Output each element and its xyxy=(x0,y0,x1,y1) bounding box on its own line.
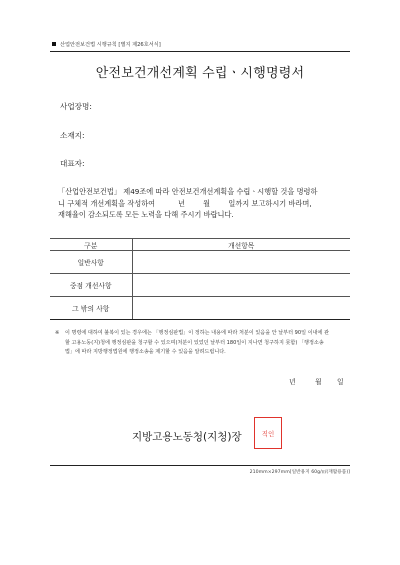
representative-label: 대표자: xyxy=(60,159,85,168)
official-seal-box xyxy=(254,417,282,449)
improvement-items-table xyxy=(50,238,350,320)
order-body-line: 니 구체적 개선계획을 작성하여 년 월 일까지 보고하시기 바라며, xyxy=(58,198,312,208)
location-label: 소재지: xyxy=(60,131,85,140)
form-reference-text: 산업안전보건법 시행규칙 [별지 제26호서식] xyxy=(60,42,161,48)
row-category-other: 그 밖의 사항 xyxy=(50,297,132,320)
row-item-cell[interactable] xyxy=(132,274,350,297)
table-header-row xyxy=(50,239,350,251)
issuing-authority: 지방고용노동청(지청)장 xyxy=(132,431,242,443)
table-row xyxy=(50,297,350,320)
notice-line: 할 고용노동(지)청에 행정심판을 청구할 수 있으며(처분이 있었던 날부터 180일이 지나면 청구하지 못함) 「행정소송 xyxy=(65,339,324,346)
order-body xyxy=(58,186,348,221)
row-item-cell[interactable] xyxy=(132,251,350,274)
notice-line: 이 명령에 대하여 불복이 있는 경우에는 「행정심판법」이 정하는 내용에 따라 처분이 있음을 안 날부터 90일 이내에 관 xyxy=(65,330,330,336)
column-header-category: 구분 xyxy=(50,239,132,251)
table-row xyxy=(50,274,350,297)
date-month-label: 월 xyxy=(315,378,322,386)
date-year-label: 년 xyxy=(289,378,296,386)
paper-spec: 210mm×297mm[일반용지 60g/㎡(재활용품)] xyxy=(249,470,350,475)
row-category-general: 일반사항 xyxy=(50,251,132,274)
notice-mark-icon: ※ xyxy=(55,330,60,336)
form-reference xyxy=(52,41,161,48)
row-category-key: 중점 개선사항 xyxy=(50,274,132,297)
row-item-cell[interactable] xyxy=(132,297,350,320)
date-day-label: 일 xyxy=(337,378,344,386)
table-row xyxy=(50,251,350,274)
document-title: 안전보건개선계획 수립ㆍ시행명령서 xyxy=(95,66,305,81)
square-bullet-icon xyxy=(52,42,56,46)
order-body-line: 「산업안전보건법」 제49조에 따라 안전보건개선계획을 수립ㆍ시행할 것을 명령하 xyxy=(58,187,318,196)
appeal-notice xyxy=(55,329,348,358)
workplace-name-label: 사업장명: xyxy=(60,102,92,111)
bottom-divider xyxy=(50,465,350,466)
order-body-line: 재해율이 감소되도록 모든 노력을 다해 주시기 바랍니다. xyxy=(58,210,234,220)
notice-line: 법」에 따라 지방행정법원에 행정소송을 제기할 수 있음을 알려드립니다. xyxy=(65,349,226,356)
column-header-items: 개선항목 xyxy=(132,239,350,251)
top-divider xyxy=(50,51,350,52)
seal-label: 직인 xyxy=(261,429,275,438)
